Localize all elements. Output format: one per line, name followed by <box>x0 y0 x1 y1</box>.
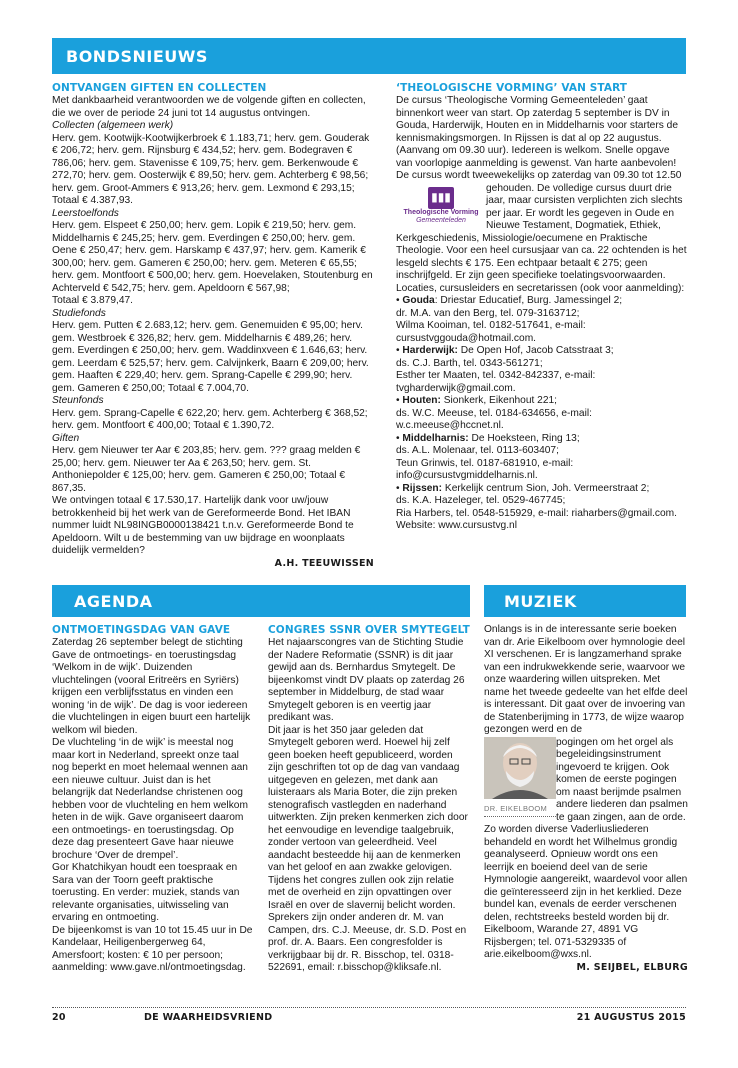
houten-leider: ds. W.C. Meeuse, tel. 0184-634656, e-mail: w.c.meeuse@hccnet.nl. <box>396 407 592 431</box>
collecten-label: Collecten (algemeen werk) <box>52 120 174 131</box>
portrait-icon <box>484 737 556 799</box>
vorming-website[interactable]: Website: www.cursustvg.nl <box>396 520 517 531</box>
loc-harderwijk: • Harderwijk: De Open Hof, Jacob Catsstraat 3; <box>396 345 614 356</box>
loc-rijssen: • Rijssen: Kerkelijk centrum Sion, Joh. Vermeerstraat 2; <box>396 482 650 494</box>
muziek-header <box>484 585 686 617</box>
giften-heading: ONTVANGEN GIFTEN EN COLLECTEN <box>52 82 267 94</box>
gave-p3: Gor Khatchikyan houdt een toespraak en Sara van der Toorn geeft praktische toerusting. En verder: muziek, stands van relevante organisaties, uitwisseling van ervaring en ontmoeting. <box>52 862 240 923</box>
ssnr-article <box>268 624 470 1002</box>
bullet-icon: • <box>396 432 400 444</box>
harderwijk-leider: ds. C.J. Barth, tel. 0343-561271; <box>396 357 543 369</box>
ssnr-p1: Het najaarscongres van de Stichting Studie der Nadere Reformatie (SSNR) is dit jaar gewijd aan ds. Bernhardus Smytegelt. De bijeenkomst vindt DV plaats op zaterdag 26 september in Middelburg, de stad waar Smytegelt geboren is en veertig jaar predikant was. <box>268 637 465 723</box>
gouda-secretaris: Wilma Kooiman, tel. 0182-517641, e-mail: cursustvggouda@hotmail.com. <box>396 320 586 344</box>
middelharnis-secretaris: Teun Grinwis, tel. 0187-681910, e-mail: info@cursustvgmiddelharnis.nl. <box>396 457 574 481</box>
leerstoel-totaal: Totaal € 3.879,47. <box>52 295 133 306</box>
gave-p1: Zaterdag 26 september belegt de stichting Gave de ontmoetings- en toerustingsdag ‘Welkom in de wijk’. Duizenden vluchtelingen (vooral Eritreërs en Syriërs) krijgen een verblijfsstatus en vinden een woning ‘in de wijk’. De dag is voor iedereen die vluchtelingen in eigen buurt een hartelijk welkom wil bieden. <box>52 637 251 736</box>
bullet-icon: • <box>396 482 400 494</box>
bondsnieuws-title: BONDSNIEUWS <box>66 46 208 66</box>
issue-date: 21 AUGUSTUS 2015 <box>576 1012 686 1023</box>
loc-houten: • Houten: Sionkerk, Eikenhout 221; <box>396 395 558 406</box>
giften-signature: A.H. TEEUWISSEN <box>274 557 374 569</box>
loc-middelharnis: • Middelharnis: De Hoeksteen, Ring 13; <box>396 432 580 444</box>
studie-label: Studiefonds <box>52 307 106 319</box>
loc-gouda: • Gouda: Driestar Educatief, Burg. Jamessingel 2; <box>396 295 623 306</box>
magazine-name: DE WAARHEIDSVRIEND <box>144 1012 273 1023</box>
giften-slot: We ontvingen totaal € 17.530,17. Hartelijk dank voor uw/jouw betrokkenheid bij het werk van de Gereformeerde Bond. Het IBAN nummer luidt NL98INGB0000138421 t.n.v. Gereformeerde Bond te Apeldoorn. Wilt u de bestemming van uw bijdrage en woonplaats duidelijk vermelden? <box>52 495 354 556</box>
steun-label: Steunfonds <box>52 395 104 406</box>
logo-sub: Gemeenteleden <box>416 216 466 224</box>
vorming-logo <box>396 183 486 229</box>
vorming-heading: ‘THEOLOGISCHE VORMING’ VAN START <box>396 82 628 94</box>
gave-heading: ONTMOETINGSDAG VAN GAVE <box>52 624 231 636</box>
vorming-article <box>396 82 688 582</box>
steun-text: Herv. gem. Sprang-Capelle € 622,20; herv. gem. Achterberg € 368,52; herv. gem. Montfoort € 400,00; Totaal € 1.390,72. <box>52 407 368 431</box>
bullet-icon: • <box>396 295 400 306</box>
gouda-leider: dr. M.A. van den Berg, tel. 079-3163712; <box>396 307 580 319</box>
vorming-p1: De cursus ‘Theologische Vorming Gemeenteleden’ gaat binnenkort weer van start. Op zaterdag 5 september is DV in Gouda, Harderwijk, Houten en in Middelharnis voor starters de kennismakingsmorgen. In Rijssen is dat al op 22 augustus. (Aanvang om 09.30 uur). Iedereen is welkom. Snelle opgave van voorlopige aanmelding is gewenst. Van harte aanbevolen! De cursus wordt tweewekelijks op zaterdag van 09.30 tot 12.50 <box>396 95 682 181</box>
gave-article <box>52 624 254 1002</box>
muziek-p2: pogingen om het orgel als begeleidingsinstrument ingevoerd te krijgen. Ook komen de eerste pogingen om naast berijmde psalmen andere liederen dan psalmen te gaan zingen, aan de orde. Zo worden diverse Vaderliusliederen behandeld en wordt het Wilhelmus grondig geanalyseerd. Opnieuw wordt ons een leerrijk en boeiend deel van de serie Hymnologie aangereikt, waardevol voor allen die geïnteresseerd zijn in het kerklied. Deze bundel kan, evenals de eerder verschenen delen, rechtstreeks besteld worden bij dr. Eikelboom, Warande 27, 4891 VG Rijsbergen; tel. 071-5329335 of arie.eikelboom@wxs.nl. <box>484 736 688 960</box>
agenda-title: AGENDA <box>74 591 153 611</box>
muziek-signature: M. SEIJBEL, ELBURG <box>576 961 688 973</box>
bullet-icon: • <box>396 395 400 406</box>
giften-text: Herv. gem Nieuwer ter Aar € 203,85; herv. gem. ??? graag melden € 25,00; herv. gem. Nieuwer ter Aa € 263,50; herv. gem. St. Anthoniepolder € 125,00; herv. gem. Gameren € 250,00; Totaal € 867,35. <box>52 445 361 494</box>
ssnr-p2: Dit jaar is het 350 jaar geleden dat Smytegelt geboren werd. Hoewel hij zelf geen boeken heeft gepubliceerd, worden zijn geschriften tot op de dag van vandaag uitgegeven en gelezen, met dank aan luisteraars als Maria Boter, die zijn preken stenografisch vastlegden en naderhand uitwerkten. Zijn preken kenmerken zich door het eenvoudige en levendige taalgebruik, zonder vertoon van geleerdheid. Veel aandacht besteedde hij aan de kenmerken van het geloof en aan zwakke gelovigen. Tijdens het congres zullen ook zijn relatie met de overheid en zijn opvattingen over Israël en over de slavernij belicht worden. Sprekers zijn onder anderen dr. M. van Campen, drs. C.J. Meeuse, dr. S.D. Post en prof. dr. A. Baars. Een congresfolder is verkrijgbaar bij dr. R. Bisschop, tel. 0318-522691, email: r.bisschop@kliksafe.nl. <box>268 724 468 973</box>
gave-p2: De vluchteling ‘in de wijk’ is meestal nog maar kort in Nederland, spreekt onze taal nog beperkt en moet helemaal wennen aan een nieuwe cultuur. Juist dan is het belangrijk dat Nederlandse christenen oog hebben voor de vluchteling en hem welkom heten in de wijk. Gave organiseert daarom een ontmoetings- en toerustingsdag. Op deze dag presenteert Gave haar nieuwe brochure ‘Over de drempel’. <box>52 737 248 861</box>
eikelboom-photo <box>484 737 556 819</box>
muziek-p1: Onlangs is in de interessante serie boeken van dr. Arie Eikelboom over hymnologie deel XI verschenen. Er is langzamerhand sprake van een indrukwekkende serie, waarvoor we onze waardering willen uitspreken. Met name het tweede gedeelte van het elfde deel is interessant. Dit gaat over de invoering van de Statenberijming in 1773, de wijze waarop gezongen werd en de <box>484 624 688 735</box>
giften-label: Giften <box>52 432 80 444</box>
middelharnis-leider: ds. A.L. Molenaar, tel. 0113-603407; <box>396 445 559 456</box>
giften-article <box>52 82 374 582</box>
logo-title: Theologische Vorming <box>403 208 479 216</box>
leerstoel-text: Herv. gem. Elspeet € 250,00; herv. gem. Lopik € 219,50; herv. gem. Middelharnis € 245,25; herv. gem. Everdingen € 250,00; herv. gem. Oene € 250,47; herv. gem. Harskamp € 437,97; herv. gem. Kamerik € 300,00; herv. gem. Gameren € 250,00; herv. gem. Meteren € 65,55; herv. gem. Montfoort € 500,00; herv. gem. Hoevelaken, Stoutenburg en Achterveld € 542,75; herv. gem. Apeldoorn € 567,98; <box>52 220 373 294</box>
muziek-article <box>484 624 688 1004</box>
bondsnieuws-header <box>52 38 686 74</box>
studie-text: Herv. gem. Putten € 2.683,12; herv. gem. Genemuiden € 95,00; herv. gem. Westbroek € 326,82; herv. gem. Middelharnis € 489,26; herv. gem. Everdingen € 250,00; herv. gem. Waddinxveen € 1.646,63; herv. gem. Leerdam € 525,57; herv. gem. Calvijnkerk, Baarn € 209,00; herv. gem. Haaften € 229,40; herv. gem. Sprang-Capelle € 299,90; herv. gem. Gameren € 250,00; Totaal € 7.004,70. <box>52 320 369 394</box>
harderwijk-secretaris: Esther ter Maaten, tel. 0342-842337, e-mail: tvgharderwijk@gmail.com. <box>396 370 596 394</box>
rijssen-secretaris: Ria Harbers, tel. 0548-515929, e-mail: riaharbers@gmail.com. <box>396 507 677 519</box>
locaties-intro: Locaties, cursusleiders en secretarissen (ook voor aanmelding): <box>396 282 685 294</box>
agenda-header <box>52 585 470 617</box>
giften-intro: Met dankbaarheid verantwoorden we de volgende giften en collecten, die we over de periode 24 juni tot 14 augustus ontvingen. <box>52 95 366 119</box>
rijssen-leider: ds. K.A. Hazeleger, tel. 0529-467745; <box>396 495 566 506</box>
book-icon: ▮▮▮ <box>428 187 454 209</box>
vorming-p2: gehouden. De volledige cursus duurt drie jaar, maar cursisten verplichten zich slechts per jaar. Er wordt les gegeven in Oude en Nieuwe Testament, Dogmatiek, Ethiek, Kerkgeschiedenis, Missiologie/oecumene en Praktische Theologie. Voor een heel cursusjaar van ca. 22 ochtenden is het lesgeld slechts € 175. Een echtpaar betaalt € 275; geen inschrijfgeld. Er zijn geen specifieke toelatingsvoorwaarden. <box>396 182 687 281</box>
collecten-text: Herv. gem. Kootwijk-Kootwijkerbroek € 1.183,71; herv. gem. Gouderak € 206,72; herv. gem. Rijnsburg € 434,52; herv. gem. Bodegraven € 786,06; herv. gem. Stavenisse € 109,75; herv. gem. Berkenwoude € 272,70; herv. gem. Oosterwijk € 89,50; herv. gem. Achterberg € 98,56; herv. gem. Groot-Ammers € 913,26; herv. gem. Lexmond € 293,15; Totaal € 4.387,93. <box>52 132 370 206</box>
caption-divider <box>484 816 556 817</box>
leerstoel-label: Leerstoelfonds <box>52 207 119 219</box>
footer-divider <box>52 1007 686 1008</box>
bullet-icon: • <box>396 345 400 356</box>
gave-p4: De bijeenkomst is van 10 tot 15.45 uur in De Kandelaar, Heiligenbergerweg 64, Amersfoort; kosten: € 10 per persoon; aanmelding: www.gave.nl/ontmoetingsdag. <box>52 924 253 973</box>
muziek-title: MUZIEK <box>504 591 577 611</box>
photo-caption: DR. EIKELBOOM <box>484 804 548 813</box>
ssnr-heading: CONGRES SSNR OVER SMYTEGELT <box>268 624 470 636</box>
page-number: 20 <box>52 1012 66 1023</box>
